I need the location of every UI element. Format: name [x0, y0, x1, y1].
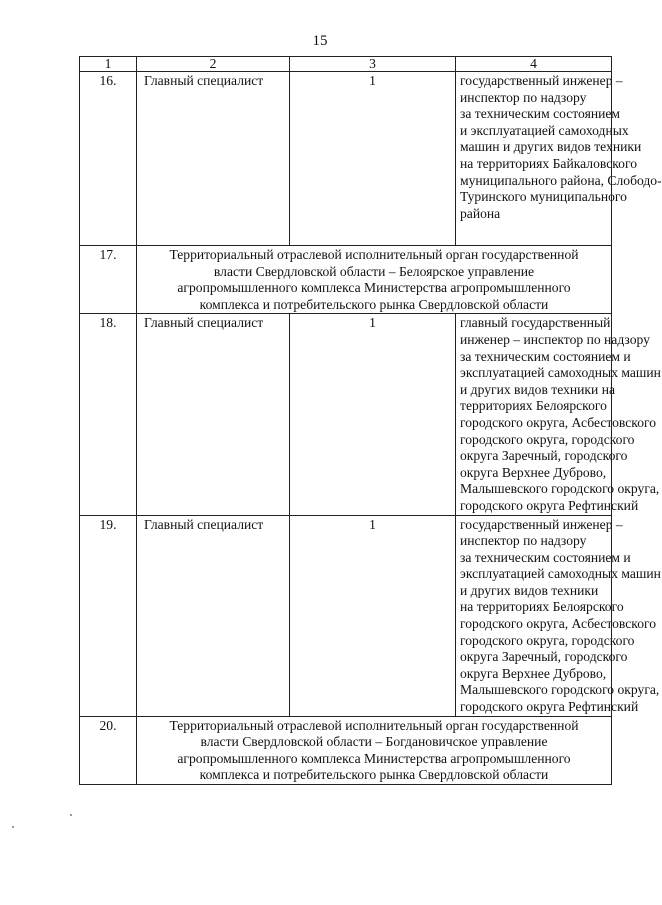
description-line: Малышевского городского округа, — [460, 682, 660, 698]
description-line: округа Заречный, городского — [460, 448, 628, 464]
description-line: городского округа Рефтинский — [460, 497, 639, 513]
page-number: 15 — [312, 33, 328, 49]
description-line: главный государственный — [460, 315, 611, 331]
description-line: машин и других видов техники — [460, 139, 642, 155]
header-col-1: 1 — [80, 57, 137, 72]
description-line: за техническим состоянием и — [460, 348, 631, 364]
description-line: государственный инженер – — [460, 516, 623, 532]
description-line: района — [460, 205, 501, 221]
organization-line: комплекса и потребительского рынка Свердловской области — [199, 296, 549, 312]
row-number: 20. — [80, 716, 137, 784]
position-description — [456, 515, 661, 716]
organization-name — [137, 246, 612, 314]
description-line: округа Верхнее Дуброво, — [460, 665, 607, 681]
header-col-4: 4 — [456, 57, 612, 72]
description-line: округа Верхнее Дуброво, — [460, 464, 607, 480]
description-line: городского округа, городского — [460, 431, 635, 447]
description-line: инспектор по надзору — [460, 89, 587, 105]
table-row — [80, 716, 612, 784]
header-col-2: 2 — [137, 57, 290, 72]
position-quantity: 1 — [290, 72, 456, 246]
position-title: Главный специалист — [137, 314, 290, 515]
description-line: городского округа, городского — [460, 632, 635, 648]
organization-line: власти Свердловской области – Белоярское управление — [213, 263, 535, 279]
description-line: и эксплуатацией самоходных — [460, 122, 629, 138]
row-number: 18. — [80, 314, 137, 515]
scan-speck — [12, 826, 14, 828]
description-line: городского округа, Асбестовского — [460, 414, 657, 430]
description-line: территориях Белоярского — [460, 398, 607, 414]
description-line: за техническим состоянием — [460, 106, 621, 122]
description-line: государственный инженер – — [460, 73, 623, 88]
header-col-3: 3 — [290, 57, 456, 72]
description-line: на территориях Байкаловского — [460, 155, 637, 171]
description-line: и других видов техники на — [460, 381, 616, 397]
scan-speck — [70, 814, 72, 816]
description-line: за техническим состоянием и — [460, 549, 631, 565]
position-title: Главный специалист — [137, 72, 290, 246]
organization-line: власти Свердловской области – Богдановичское управление — [200, 734, 548, 750]
position-title: Главный специалист — [137, 515, 290, 716]
description-line: округа Заречный, городского — [460, 649, 628, 665]
description-line: муниципального района, Слободо- — [460, 172, 662, 188]
description-line: Туринского муниципального — [460, 189, 627, 205]
organization-line: агропромышленного комплекса Министерства агропромышленного — [177, 750, 571, 766]
row-number: 19. — [80, 515, 137, 716]
organization-name — [137, 716, 612, 784]
description-line: на территориях Белоярского — [460, 599, 624, 615]
position-description — [456, 72, 662, 246]
row-number: 16. — [80, 72, 137, 246]
position-quantity: 1 — [290, 314, 456, 515]
description-line: и других видов техники — [460, 582, 599, 598]
description-line: эксплуатацией самоходных машин — [460, 566, 661, 582]
organization-line: Территориальный отраслевой исполнительный орган государственной — [169, 247, 579, 262]
table-row — [80, 314, 612, 515]
description-line: инженер – инспектор по надзору — [460, 331, 650, 347]
position-quantity: 1 — [290, 515, 456, 716]
description-line: Малышевского городского округа, — [460, 481, 660, 497]
description-line: городского округа, Асбестовского — [460, 616, 657, 632]
description-line: эксплуатацией самоходных машин — [460, 365, 661, 381]
description-line: инспектор по надзору — [460, 533, 587, 549]
row-number: 17. — [80, 246, 137, 314]
position-description — [456, 314, 661, 515]
table-row — [80, 515, 612, 716]
staff-table — [79, 56, 662, 785]
organization-line: Территориальный отраслевой исполнительный орган государственной — [169, 717, 579, 733]
table-header-row — [80, 57, 612, 72]
table-row — [80, 72, 612, 246]
description-line: городского округа Рефтинский — [460, 699, 639, 715]
table-row — [80, 246, 612, 314]
organization-line: агропромышленного комплекса Министерства агропромышленного — [177, 280, 571, 296]
organization-line: комплекса и потребительского рынка Свердловской области — [199, 767, 549, 783]
